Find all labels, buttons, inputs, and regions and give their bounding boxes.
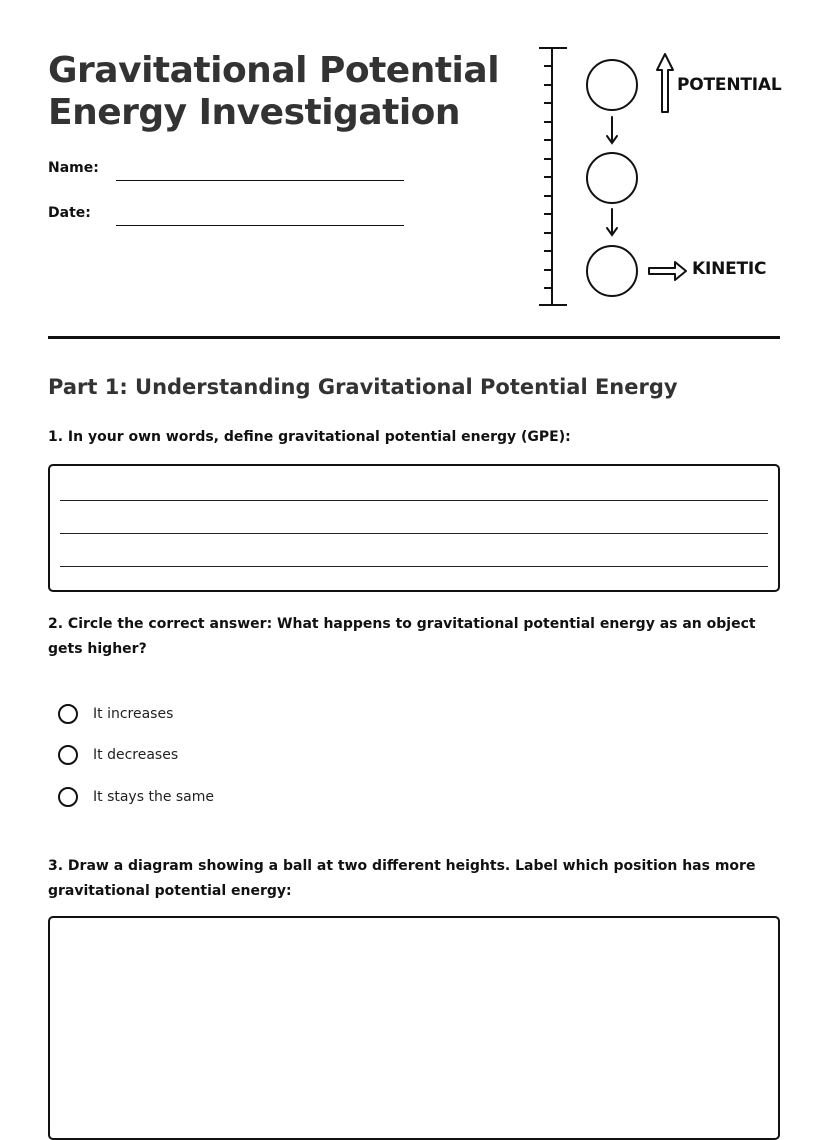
potential-label: POTENTIAL — [677, 75, 782, 95]
name-label: Name: — [48, 160, 99, 176]
title-line-2: Energy Investigation — [48, 92, 461, 133]
energy-diagram — [530, 40, 780, 320]
down-arrow-icon — [607, 117, 617, 143]
question-2: 2. Circle the correct answer: What happens to gravitational potential energy as an object gets higher? — [48, 616, 756, 657]
writing-line — [60, 500, 768, 501]
ball-top — [587, 60, 637, 110]
ruler-scale — [539, 48, 567, 305]
option-label: It increases — [93, 706, 174, 722]
right-arrow-icon — [649, 262, 686, 280]
title-line-1: Gravitational Potential — [48, 50, 500, 91]
radio-circle-icon[interactable] — [58, 704, 78, 724]
up-arrow-icon — [657, 54, 673, 112]
option-decreases[interactable] — [58, 743, 178, 767]
page-title — [48, 50, 518, 134]
ball-middle — [587, 153, 637, 203]
kinetic-label: KINETIC — [692, 259, 767, 279]
section-divider — [48, 336, 780, 339]
drawing-box[interactable] — [48, 916, 780, 1140]
part-1-title: Part 1: Understanding Gravitational Potential Energy — [48, 375, 678, 399]
down-arrow-icon — [607, 209, 617, 235]
option-increases[interactable] — [58, 702, 173, 726]
radio-circle-icon[interactable] — [58, 745, 78, 765]
radio-circle-icon[interactable] — [58, 787, 78, 807]
answer-box-1[interactable] — [48, 464, 780, 592]
writing-line — [60, 533, 768, 534]
date-field[interactable] — [116, 225, 404, 226]
date-label: Date: — [48, 205, 91, 221]
option-label: It decreases — [93, 747, 179, 763]
question-1: 1. In your own words, define gravitational potential energy (GPE): — [48, 429, 571, 445]
question-3: 3. Draw a diagram showing a ball at two different heights. Label which position has more gravitational potential energy: — [48, 858, 756, 899]
writing-line — [60, 566, 768, 567]
option-label: It stays the same — [93, 789, 215, 805]
option-stays-the-same[interactable] — [58, 785, 214, 809]
name-field[interactable] — [116, 180, 404, 181]
ball-bottom — [587, 246, 637, 296]
